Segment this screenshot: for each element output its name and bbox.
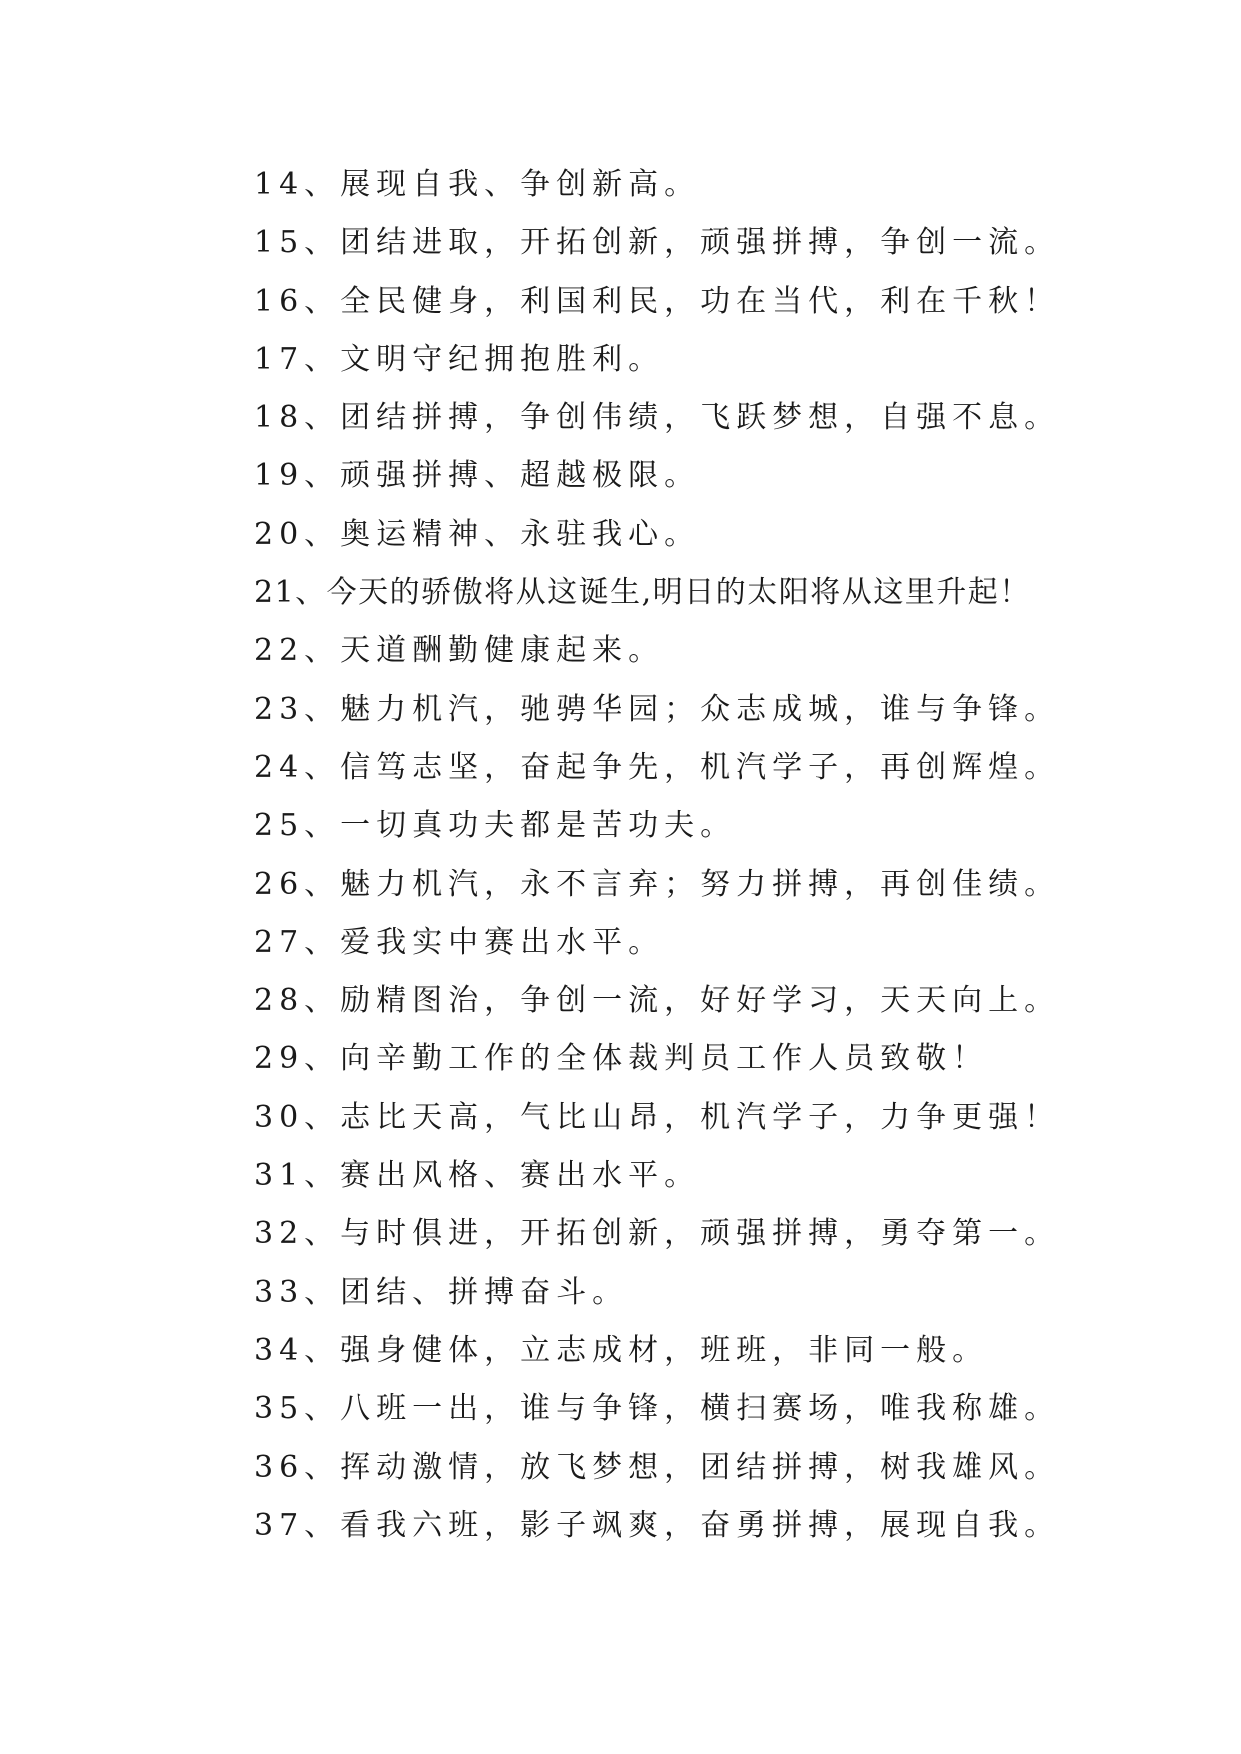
list-item: 26、魅力机汽，永不言弃；努力拼搏，再创佳绩。 bbox=[254, 866, 1061, 902]
list-item: 22、天道酬勤健康起来。 bbox=[254, 633, 665, 669]
list-item: 21、今天的骄傲将从这诞生,明日的太阳将从这里升起！ bbox=[254, 575, 1031, 611]
list-item: 19、顽强拼搏、超越极限。 bbox=[254, 458, 701, 494]
list-item: 24、信笃志坚，奋起争先，机汽学子，再创辉煌。 bbox=[254, 749, 1061, 785]
list-item: 30、志比天高，气比山昂，机汽学子，力争更强！ bbox=[254, 1099, 1061, 1135]
list-item: 17、文明守纪拥抱胜利。 bbox=[254, 341, 665, 377]
list-item: 25、一切真功夫都是苦功夫。 bbox=[254, 808, 737, 844]
list-item: 16、全民健身，利国利民，功在当代，利在千秋！ bbox=[254, 283, 1061, 319]
list-item: 20、奥运精神、永驻我心。 bbox=[254, 516, 701, 552]
list-item: 14、展现自我、争创新高。 bbox=[254, 167, 701, 202]
list-item: 33、团结、拼搏奋斗。 bbox=[254, 1274, 629, 1310]
list-item: 29、向辛勤工作的全体裁判员工作人员致敬！ bbox=[254, 1041, 989, 1077]
list-item: 23、魅力机汽，驰骋华园；众志成城，谁与争锋。 bbox=[254, 691, 1061, 727]
list-item: 34、强身健体，立志成材，班班，非同一般。 bbox=[254, 1332, 989, 1368]
slogan-list bbox=[254, 156, 1154, 1555]
list-item: 18、团结拼搏，争创伟绩，飞跃梦想，自强不息。 bbox=[254, 400, 1061, 436]
list-item: 37、看我六班，影子飒爽，奋勇拼搏，展现自我。 bbox=[254, 1507, 1061, 1543]
list-item: 27、爱我实中赛出水平。 bbox=[254, 924, 665, 960]
list-item: 36、挥动激情，放飞梦想，团结拼搏，树我雄风。 bbox=[254, 1449, 1061, 1485]
list-item: 35、八班一出，谁与争锋，横扫赛场，唯我称雄。 bbox=[254, 1391, 1061, 1427]
list-item: 32、与时俱进，开拓创新，顽强拼搏，勇夺第一。 bbox=[254, 1216, 1061, 1252]
list-item: 31、赛出风格、赛出水平。 bbox=[254, 1158, 701, 1194]
list-item: 28、励精图治，争创一流，好好学习，天天向上。 bbox=[254, 983, 1061, 1019]
list-item: 15、团结进取，开拓创新，顽强拼搏，争创一流。 bbox=[254, 225, 1061, 261]
